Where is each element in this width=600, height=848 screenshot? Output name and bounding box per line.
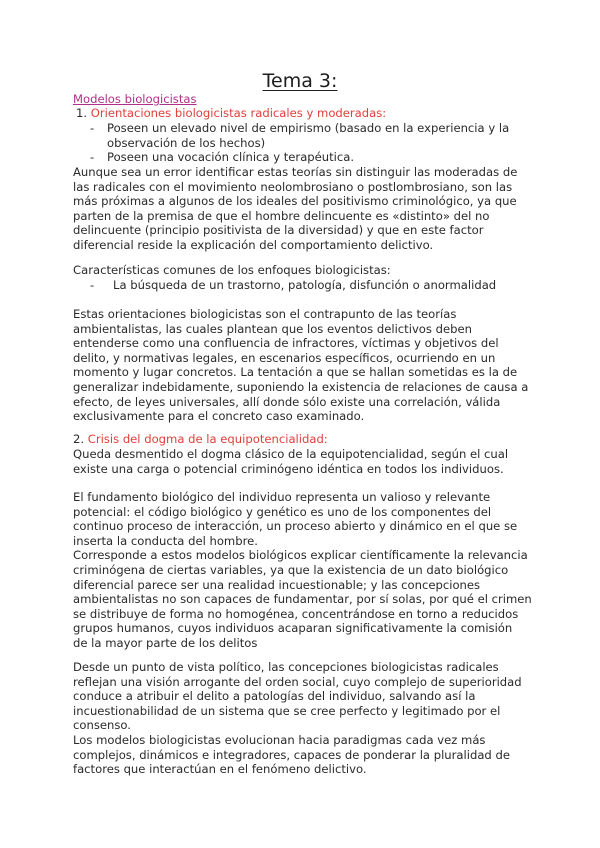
text-line: conduce a atribuir el delito a patologías del individuo, salvando así la xyxy=(73,689,476,704)
text-line: las radicales con el movimiento neolombrosiano o postlombrosiano, son las xyxy=(73,179,513,194)
dash-marker: - xyxy=(90,150,95,165)
text-line: parten de la premisa de que el hombre delincuente es «distinto» del no xyxy=(73,208,490,223)
section1-number: 1. xyxy=(76,106,88,120)
text-line: Estas orientaciones biologicistas son el contrapunto de las teorías xyxy=(73,307,457,321)
list-item xyxy=(73,121,535,150)
text-line: delincuente (principio positivista de la diversidad) y que en este factor xyxy=(73,223,484,238)
section2-paragraph-2 xyxy=(73,490,535,651)
bullet-line: Poseen una vocación clínica y terapéutica. xyxy=(107,150,355,165)
text-line: Corresponde a estos modelos biológicos explicar científicamente la relevancia xyxy=(73,548,528,563)
text-line: potencial: el código biológico y genético es uno de los componentes del xyxy=(73,504,492,519)
section1-paragraph-1 xyxy=(73,165,535,253)
text-line: ambientalistas, las cuales plantean que los eventos delictivos deben xyxy=(73,321,472,336)
text-line: criminógena de ciertas variables, ya que la existencia de un dato biológico xyxy=(73,562,509,577)
text-line: factores que interactúan en el fenómeno delictivo. xyxy=(73,762,367,777)
text-line: delito, y normativas legales, en escenarios específicos, ocurriendo en un xyxy=(73,350,496,365)
text-line: consenso. xyxy=(73,718,131,733)
feature-text: La búsqueda de un trastorno, patología, disfunción o anormalidad xyxy=(113,277,497,292)
text-line: efecto, de leyes universales, allí donde sólo existe una correlación, válida xyxy=(73,394,501,409)
section1-heading-text: Orientaciones biologicistas radicales y moderadas: xyxy=(90,106,387,120)
text-line: existe una carga o potencial criminógeno idéntica en todos los individuos. xyxy=(73,461,504,476)
subtitle: Modelos biologicistas xyxy=(73,92,197,106)
text-line: Aunque sea un error identificar estas teorías sin distinguir las moderadas de xyxy=(73,165,518,179)
text-line: Desde un punto de vista político, las concepciones biologicistas radicales xyxy=(73,660,499,674)
features-intro: Características comunes de los enfoques biologicistas: xyxy=(73,263,391,277)
text-line: más próximas a algunos de los ideales del positivismo criminológico, ya que xyxy=(73,194,517,209)
list-item xyxy=(73,278,535,293)
text-line: diferencial parece ser una realidad incuestionable; y las concepciones xyxy=(73,577,481,592)
section1-heading xyxy=(76,106,538,121)
section2-paragraph-1 xyxy=(73,447,535,476)
section2-heading-text: Crisis del dogma de la equipotencialidad: xyxy=(87,432,328,446)
features-block xyxy=(73,263,535,292)
dash-marker: - xyxy=(90,121,95,135)
text-line: continuo proceso de interacción, un proceso abierto y dinámico en el que se xyxy=(73,519,518,534)
text-line: exclusivamente para el concreto caso examinado. xyxy=(73,409,365,424)
text-line: momento y lugar concretos. La tentación a que se hallan sometidas es la de xyxy=(73,365,518,380)
bullet-line: Poseen un elevado nivel de empirismo (basado en la experiencia y la xyxy=(107,121,510,135)
subtitle-block xyxy=(73,92,535,107)
text-line: generalizar indebidamente, suponiendo la existencia de relaciones de causa a xyxy=(73,379,529,394)
text-line: Queda desmentido el dogma clásico de la equipotencialidad, según el cual xyxy=(73,447,509,461)
section2-number: 2. xyxy=(73,432,85,446)
section2-paragraph-4 xyxy=(73,660,535,777)
text-line: entenderse como una confluencia de infractores, víctimas y objetivos del xyxy=(73,336,499,351)
text-line: ambientalistas no son capaces de fundamentar, por sí solas, por qué el crimen xyxy=(73,592,532,607)
text-line: incuestionabilidad de un sistema que se cree perfecto y legitimado por el xyxy=(73,703,501,718)
section1-bullets xyxy=(73,121,535,165)
bullet-line: observación de los hechos) xyxy=(107,135,266,150)
text-line: complejos, dinámicos e integradores, capaces de ponderar la pluralidad de xyxy=(73,747,510,762)
section2-heading xyxy=(73,432,535,447)
text-line: diferencial reside la explicación del comportamiento delictivo. xyxy=(73,237,434,252)
list-item xyxy=(73,150,535,165)
page-title: Tema 3: xyxy=(262,70,338,92)
section1-paragraph-2 xyxy=(73,307,535,424)
text-line: Los modelos biologicistas evolucionan hacia paradigmas cada vez más xyxy=(73,732,486,747)
text-line: de la mayor parte de los delitos xyxy=(73,635,258,650)
text-line: reflejan una visión arrogante del orden social, cuyo complejo de superioridad xyxy=(73,674,522,689)
text-line: El fundamento biológico del individuo representa un valioso y relevante xyxy=(73,490,491,504)
text-line: grupos humanos, cuyos individuos acaparan significativamente la comisión xyxy=(73,621,513,636)
text-line: se distribuye de forma no homogénea, concentrándose en torno a reducidos xyxy=(73,606,519,621)
text-line: inserta la conducta del hombre. xyxy=(73,533,258,548)
dash-marker: - xyxy=(90,277,95,292)
